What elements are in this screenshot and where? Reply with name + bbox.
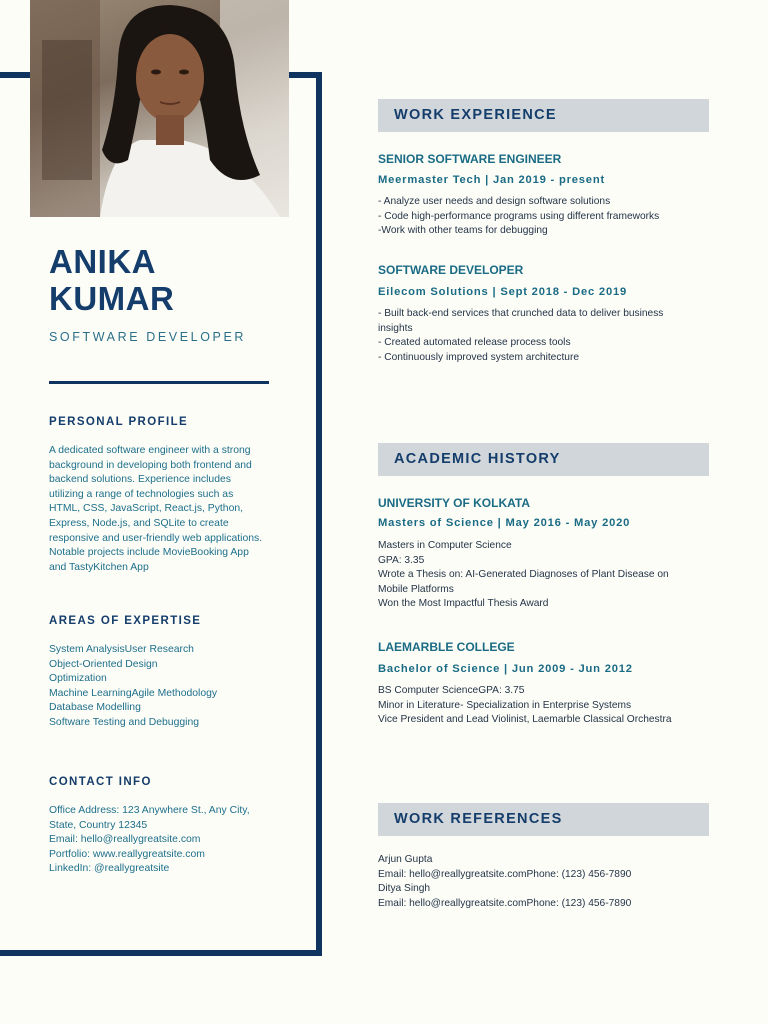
expertise-item: Machine LearningAgile Methodology [49,687,218,699]
contact-address-line: State, Country 12345 [49,819,148,831]
school-name: LAEMARBLE COLLEGE [378,640,515,654]
expertise-item: Database Modelling [49,702,141,714]
expertise-item: Software Testing and Debugging [49,716,199,728]
expertise-item: System AnalysisUser Research [49,644,194,655]
work-experience-heading: WORK EXPERIENCE [394,107,557,123]
profile-line: Notable projects include MovieBooking App [49,547,249,559]
profile-line: and TastyKitchen App [49,561,149,573]
contact-info [49,804,271,877]
expertise-item: Optimization [49,673,107,685]
name-divider [49,381,269,384]
contact-email: Email: hello@reallygreatsite.com [49,834,201,846]
personal-profile-heading: PERSONAL PROFILE [49,416,189,428]
job-title: SOFTWARE DEVELOPER [49,330,247,344]
job-details [378,195,698,239]
reference-name: Arjun Gupta [378,854,433,865]
job-company: Eilecom Solutions | Sept 2018 - Dec 2019 [378,286,628,298]
job-role: SENIOR SOFTWARE ENGINEER [378,152,562,166]
academic-history-heading: ACADEMIC HISTORY [394,451,561,467]
job-bullet: - Code high-performance programs using different frameworks [378,210,660,222]
references-list [378,853,698,911]
job-bullet: - Created automated release process tools [378,337,571,349]
expertise-list [49,643,271,731]
school-details [378,684,698,728]
job-bullet: -Work with other teams for debugging [378,225,548,237]
job-bullet: - Analyze user needs and design software solutions [378,196,611,207]
profile-photo [30,0,289,217]
expertise-item: Object-Oriented Design [49,658,158,670]
job-details [378,307,698,365]
contact-linkedin: LinkedIn: @reallygreatsite [49,863,170,875]
profile-line: HTML, CSS, JavaScript, React.js, Python, [49,503,244,515]
academic-history-band [378,443,709,476]
first-name: ANIKA [49,243,156,280]
profile-line: backend solutions. Experience includes [49,474,231,486]
reference-contact: Email: hello@reallygreatsite.comPhone: (123) 456-7890 [378,868,632,880]
school-degree: Masters of Science | May 2016 - May 2020 [378,517,631,529]
profile-line: Express, Node.js, and SQLite to create [49,517,229,529]
job-bullet: insights [378,322,413,334]
contact-heading: CONTACT INFO [49,776,152,788]
reference-name: Ditya Singh [378,883,431,895]
school-name: UNIVERSITY OF KOLKATA [378,496,531,510]
job-bullet: - Built back-end services that crunched data to deliver business [378,308,664,319]
last-name: KUMAR [49,280,175,317]
personal-profile-text [49,444,271,575]
school-degree: Bachelor of Science | Jun 2009 - Jun 2012 [378,663,633,675]
school-details [378,539,698,612]
profile-line: A dedicated software engineer with a strong [49,445,251,456]
reference-contact: Email: hello@reallygreatsite.comPhone: (123) 456-7890 [378,897,632,909]
profile-line: utilizing a range of technologies such as [49,488,234,500]
work-references-band [378,803,709,836]
school-line: GPA: 3.35 [378,554,425,566]
profile-line: background in developing both frontend and [49,459,252,471]
job-company: Meermaster Tech | Jan 2019 - present [378,174,605,186]
work-experience-band [378,99,709,132]
contact-portfolio: Portfolio: www.reallygreatsite.com [49,848,205,860]
work-references-heading: WORK REFERENCES [394,811,563,827]
school-line: BS Computer ScienceGPA: 3.75 [378,685,525,696]
school-line: Won the Most Impactful Thesis Award [378,598,549,610]
school-line: Mobile Platforms [378,583,454,595]
school-line: Minor in Literature- Specialization in Enterprise Systems [378,699,632,711]
candidate-name [49,243,174,317]
school-line: Wrote a Thesis on: AI-Generated Diagnoses of Plant Disease on [378,569,669,581]
school-line: Masters in Computer Science [378,540,512,551]
expertise-heading: AREAS OF EXPERTISE [49,615,202,627]
job-role: SOFTWARE DEVELOPER [378,263,524,277]
profile-line: responsive and user-friendly web applications. [49,532,263,544]
contact-address-line: Office Address: 123 Anywhere St., Any City, [49,805,250,816]
job-bullet: - Continuously improved system architecture [378,351,579,363]
school-line: Vice President and Lead Violinist, Laemarble Classical Orchestra [378,714,672,726]
